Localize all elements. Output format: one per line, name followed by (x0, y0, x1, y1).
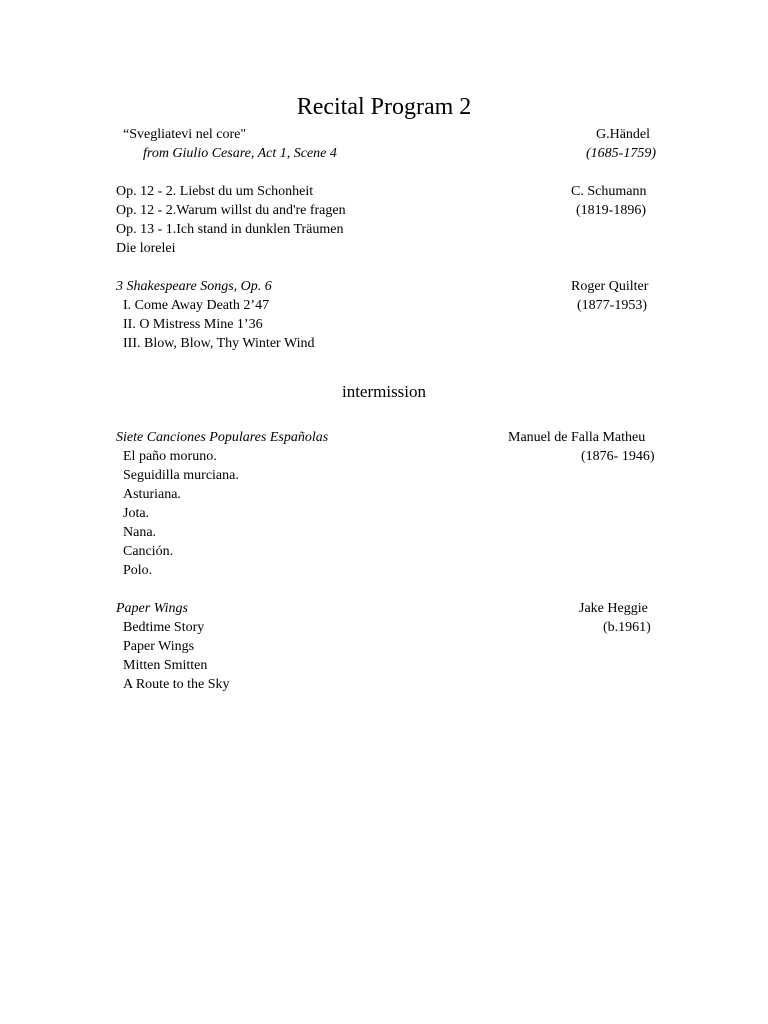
set2-dates: (1819-1896) (576, 203, 646, 218)
set5-item: Mitten Smitten (123, 658, 208, 673)
set1-source: from Giulio Cesare, Act 1, Scene 4 (143, 146, 337, 161)
set2-item: Op. 13 - 1.Ich stand in dunklen Träumen (116, 222, 344, 237)
page-title: Recital Program 2 (296, 94, 472, 120)
set3-dates: (1877-1953) (577, 298, 647, 313)
set5-dates: (b.1961) (603, 620, 651, 635)
set4-composer: Manuel de Falla Matheu (508, 430, 646, 445)
set1-aria: “Svegliatevi nel core" (123, 127, 247, 142)
set2-composer: C. Schumann (571, 184, 647, 199)
set1-composer: G.Händel (596, 127, 651, 142)
set3-composer: Roger Quilter (571, 279, 649, 294)
set4-item: Polo. (123, 563, 153, 578)
set2-item: Op. 12 - 2. Liebst du um Schonheit (116, 184, 314, 199)
intermission-heading: intermission (341, 382, 427, 401)
set2-item: Op. 12 - 2.Warum willst du and're fragen (116, 203, 346, 218)
set5-heading: Paper Wings (116, 601, 188, 616)
set4-item: Nana. (123, 525, 157, 540)
set4-item: Jota. (123, 506, 150, 521)
set4-heading: Siete Canciones Populares Españolas (116, 430, 329, 445)
set3-item: I. Come Away Death 2’47 (123, 298, 270, 313)
set4-item: El paño moruno. (123, 449, 217, 464)
set5-item: A Route to the Sky (123, 677, 230, 692)
set4-item: Asturiana. (123, 487, 181, 502)
set4-item: Canción. (123, 544, 174, 559)
set1-dates: (1685-1759) (586, 146, 656, 161)
set4-item: Seguidilla murciana. (123, 468, 239, 483)
set5-item: Bedtime Story (123, 620, 205, 635)
set5-item: Paper Wings (123, 639, 195, 654)
set3-item: II. O Mistress Mine 1’36 (123, 317, 263, 332)
set3-heading: 3 Shakespeare Songs, Op. 6 (116, 279, 272, 294)
set2-item: Die lorelei (116, 241, 176, 256)
set3-item: III. Blow, Blow, Thy Winter Wind (123, 336, 315, 351)
set4-dates: (1876- 1946) (581, 449, 655, 464)
set5-composer: Jake Heggie (579, 601, 648, 616)
